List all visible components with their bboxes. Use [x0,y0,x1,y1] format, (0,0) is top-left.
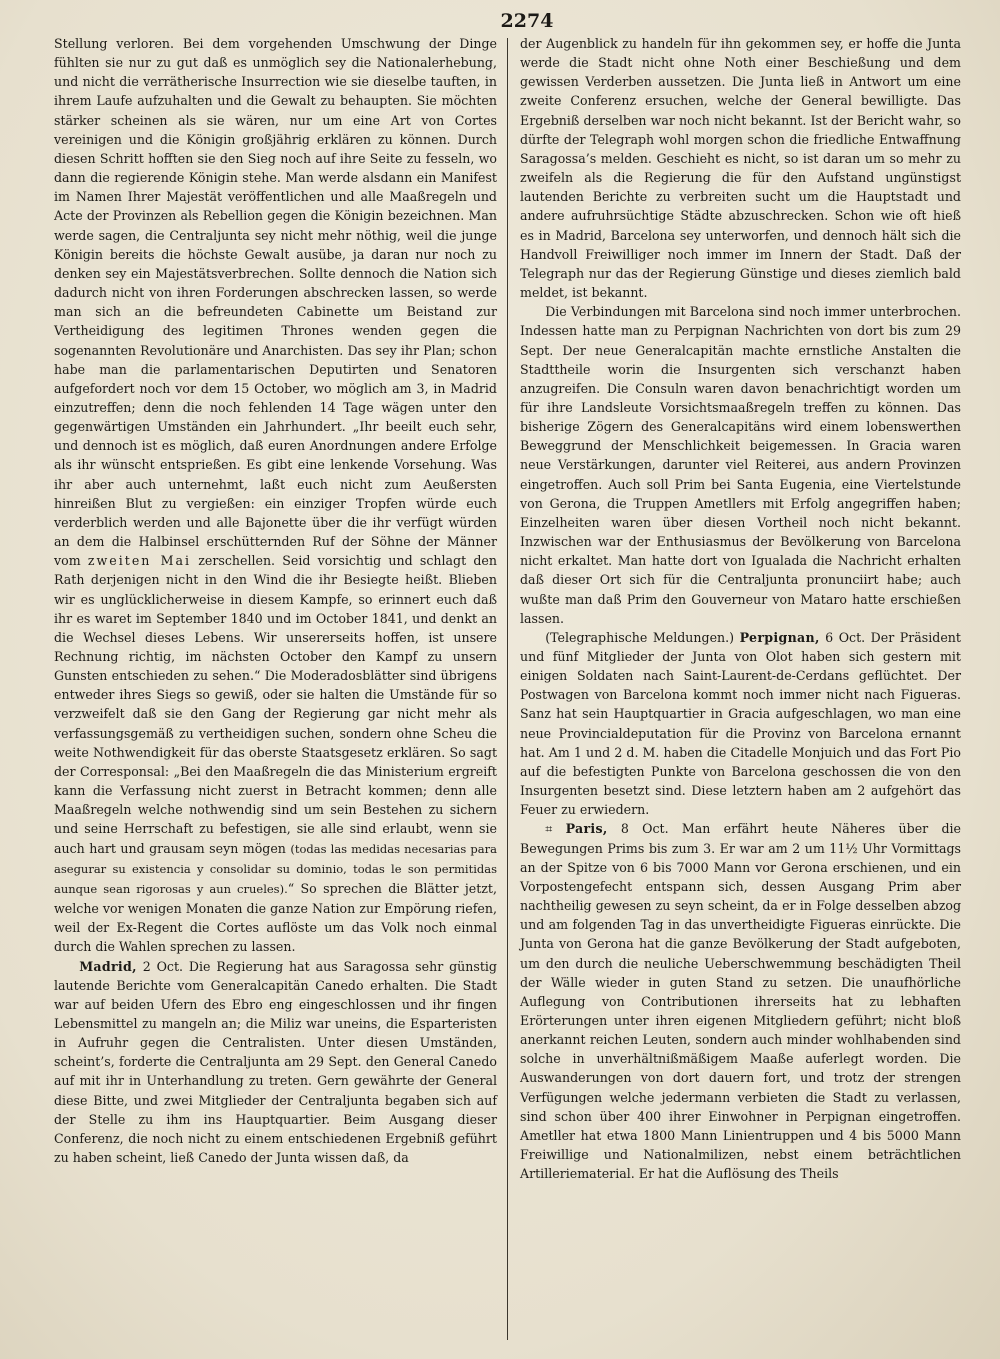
spaced-phrase: zweiten Mai [87,553,192,569]
paragraph-text: zerschellen. Seid vorsichtig und schlagt den Rath derjenigen nicht in den Wind die ihr Besiegte heißt. Blieben wir es unglücklicherweise in diesem Kampfe, so erinnert euch daß ihr es waret im September 1840 und im October 1841, und denkt an die Wechsel dieses Lebens. Wir unsererseits hoffen, ist unsere Rechnung richtig, im nächsten October den Kampf zu unsern Gunsten entschieden zu sehen.“ Die Moderadosblätter sind übrigens entweder ihres Siegs so gewiß, oder sie halten die Umstände für so verzweifelt daß sie den Gang der Regierung gar nicht mehr als verfassungsgemäß zu vertheidigen suchen, sondern ohne Scheu die weite Nothwendigkeit für das oberste Staatsgesetz erklären. So sagt der Corresponsal: „Bei den Maaßregeln die das Ministerium ergreift kann die Verfassung nicht zuerst in Betracht kommen; denn alle Maaßregeln welche nothwendig sind um sein Bestehen zu sichern und seine Herrschaft zu befestigen, sie alle sind erlaubt, wenn sie auch hart und grausam seyn mögen [54,553,497,856]
left-column [54,34,503,1354]
paragraph-text: Stellung verloren. Bei dem vorgehenden Umschwung der Dinge fühlten sie nur zu gut daß es unmöglich sey die Nationalerhebung, und nicht die verrätherische Insurrection wie sie dieselbe tauften, in ihrem Laufe aufzuhalten und die Gewalt zu behaupten. Sie möchten stärker scheinen als sie wären, nur um eine Art von Cortes vereinigen und die Königin großjährig erklären zu können. Durch diesen Schritt hofften sie den Sieg noch auf ihre Seite zu fesseln, wo dann die regierende Königin stehe. Man werde alsdann ein Manifest im Namen Ihrer Majestät veröffentlichen und alle Maaßregeln und Acte der Provinzen als Rebellion gegen die Königin bezeichnen. Man werde sagen, die Centraljunta sey nicht mehr nöthig, weil die junge Königin bereits die höchste Gewalt ausübe, ja daran nur noch zu denken sey ein Majestätsverbrechen. Sollte dennoch die Nation sich dadurch nicht von ihren Forderungen abschrecken lassen, so werde man sich an die befreundeten Cabinette um Beistand zur Vertheidigung des legitimen Thrones wenden gegen die sogenannten Revolutionäre und Anarchisten. Das sey ihr Plan; schon habe man die parlamentarischen Deputirten und Senatoren aufgefordert noch vor dem 15 October, wo möglich am 3, in Madrid einzutreffen; denn die noch fehlenden 14 Tage wägen unter den gegenwärtigen Umständen ein Jahrhundert. „Ihr beeilt euch sehr, und dennoch ist es möglich, daß euren Anordnungen andere Erfolge als ihr wünscht entsprießen. Es gibt eine lenkende Vorsehung. Was ihr aber auch unternehmt, laßt euch nicht zum Aeußersten hinreißen Blut zu vergießen: ein einziger Tropfen würde euch verderblich werden und alle Bajonette über die ihr verfügt würden an dem die Halbinsel erschütternden Ruf der Söhne der Männer vom [54,36,497,569]
article-columns [54,34,970,1354]
dateline-place: Madrid, [79,958,137,974]
spanish-quote: (todas las medidas necesarias para asegurar su existencia y consolidar su dominio, todas le son permitidas aunque sean rigorosas y aun crueles). [54,841,497,896]
dispatch-paris [520,819,961,1183]
paragraph-barcelona: Die Verbindungen mit Barcelona sind noch immer unterbrochen. Indessen hatte man zu Perpignan Nachrichten von dort bis zum 29 Sept. Der neue Generalcapitän machte ernstliche Anstalten die Stadttheile worin die Insurgenten sich verschanzt haben anzugreifen. Die Consuln waren davon benachrichtigt worden um für ihre Landsleute Vorsichtsmaaßregeln treffen zu können. Das bisherige Zögern des Generalcapitäns wird einem lobenswerthen Beweggrund der Menschlichkeit beigemessen. In Gracia waren neue Verstärkungen, darunter viel Reiterei, aus andern Provinzen eingetroffen. Auch soll Prim bei Santa Eugenia, eine Viertelstunde von Gerona, die Truppen Ametllers mit Erfolg angegriffen haben; Einzelheiten waren über diesen Vortheil noch nicht bekannt. Inzwischen war der Enthusiasmus der Bevölkerung von Barcelona nicht erkaltet. Man hatte dort von Igualada die Nachricht erhalten daß dieser Ort sich für die Centraljunta pronunciirt habe; auch wußte man daß Prim den Gouverneur von Mataro hatte erschießen lassen. [520,304,961,626]
dateline-place: Paris, [565,821,608,837]
telegraph-intro: (Telegraphische Meldungen.) [545,629,735,645]
paragraph-cortes [54,34,497,957]
dispatch-perpignan [520,628,961,820]
dispatch-madrid [54,957,497,1168]
paragraph-text: 8 Oct. Man erfährt heute Näheres über die Bewegungen Prims bis zum 3. Er war am 2 um 11½ Uhr Vormittags an der Spitze von 6 bis 7000 Mann vor Gerona erschienen, und ein Vorpostengefecht entspann sich, dessen Ausgang Prim aber nachtheilig gewesen zu seyn scheint, da er in Folge desselben abzog und am folgenden Tag in das unvertheidigte Figueras einrückte. Die Junta von Gerona hat die ganze Bevölkerung der Stadt aufgeboten, um den durch die neuliche Ueberschwemmung beschädigten Theil der Wälle wieder in guten Stand zu setzen. Die unaufhörliche Auflegung von Contributionen ihrerseits hat zu lebhaften Erörterungen unter ihren eigenen Mitgliedern geführt; nicht bloß anerkannt reichen Leuten, sondern auch minder wohlhabenden sind solche in unverhältnißmäßigem Maaße auferlegt worden. Die Auswanderungen von dort dauern fort, und trotz der strengen Verfügungen welche jedermann verbieten die Stadt zu verlassen, sind schon über 400 ihrer Einwohner in Perpignan eingetroffen. Ametller hat etwa 1800 Mann Linientruppen und 4 bis 5000 Mann Freiwillige und Nationalmilizen, nebst einem beträchtlichen Artilleriematerial. Er hat die Auflösung des Theils [520,821,961,1182]
paragraph-text: 2 Oct. Die Regierung hat aus Saragossa sehr günstig lautende Berichte vom Generalcapitän Canedo erhalten. Die Stadt war auf beiden Ufern des Ebro eng eingeschlossen und ihr fingen Lebensmittel zu mangeln an; die Miliz war uneins, die Esparteristen in Aufruhr gegen die Centralisten. Unter diesen Umständen, scheint’s, forderte die Centraljunta am 29 Sept. den General Canedo auf mit ihr in Unterhandlung zu treten. Gern gewährte der General diese Bitte, und zwei Mitglieder der Centraljunta begaben sich auf der Stelle zu ihm ins Hauptquartier. Beim Ausgang dieser Conferenz, die noch nicht zu einem entschiedenen Ergebniß geführt zu haben scheint, ließ Canedo der Junta wissen daß, da [54,958,497,1166]
page-number: 2274 [500,10,554,32]
paragraph-text: “ So sprechen die Blätter jetzt, welche vor wenigen Monaten die ganze Nation zur Empörung riefen, weil der Ex-Regent die Cortes auflöste um das Volk noch einmal durch die Wahlen sprechen zu lassen. [54,880,497,955]
paragraph-saragossa: der Augenblick zu handeln für ihn gekommen sey, er hoffe die Junta werde die Stadt nicht ohne Noth einer Beschießung und dem gewissen Verderben aussetzen. Die Junta ließ in Antwort um eine zweite Conferenz ersuchen, welche der General bewilligte. Das Ergebniß derselben war noch nicht bekannt. Ist der Bericht wahr, so dürfte der Telegraph wohl morgen schon die friedliche Entwaffnung Saragossa’s melden. Geschieht es nicht, so ist daran um so mehr zu zweifeln als die Regierung die für den Aufstand ungünstigst lautenden Berichte zu verbreiten sucht um die Hauptstadt und andere aufruhrsüchtige Städte abzuschrecken. Schon wie oft hieß es in Madrid, Barcelona sey unterworfen, und dennoch hält sich die Handvoll Freiwilliger noch immer im Innern der Stadt. Daß der Telegraph nur das der Regierung Günstige und dieses ziemlich bald meldet, ist bekannt. [520,36,961,301]
right-column [512,34,961,1354]
correspondent-mark: ⌗ [545,821,553,837]
column-divider [507,38,508,1340]
paragraph-text: 6 Oct. Der Präsident und fünf Mitglieder der Junta von Olot haben sich gestern mit einigen Soldaten nach Saint-Laurent-de-Cerdans geflüchtet. Der Postwagen von Barcelona kommt noch immer nicht nach Figueras. Sanz hat sein Hauptquartier in Gracia aufgeschlagen, wo man eine neue Provincialdeputation für die Provinz von Barcelona ernannt hat. Am 1 und 2 d. M. haben die Citadelle Monjuich und das Fort Pio auf die befestigten Punkte von Barcelona geschossen die von den Insurgenten besetzt sind. Diese letztern haben am 2 aufgehört das Feuer zu erwiedern. [520,629,961,818]
dateline-place: Perpignan, [739,629,820,645]
